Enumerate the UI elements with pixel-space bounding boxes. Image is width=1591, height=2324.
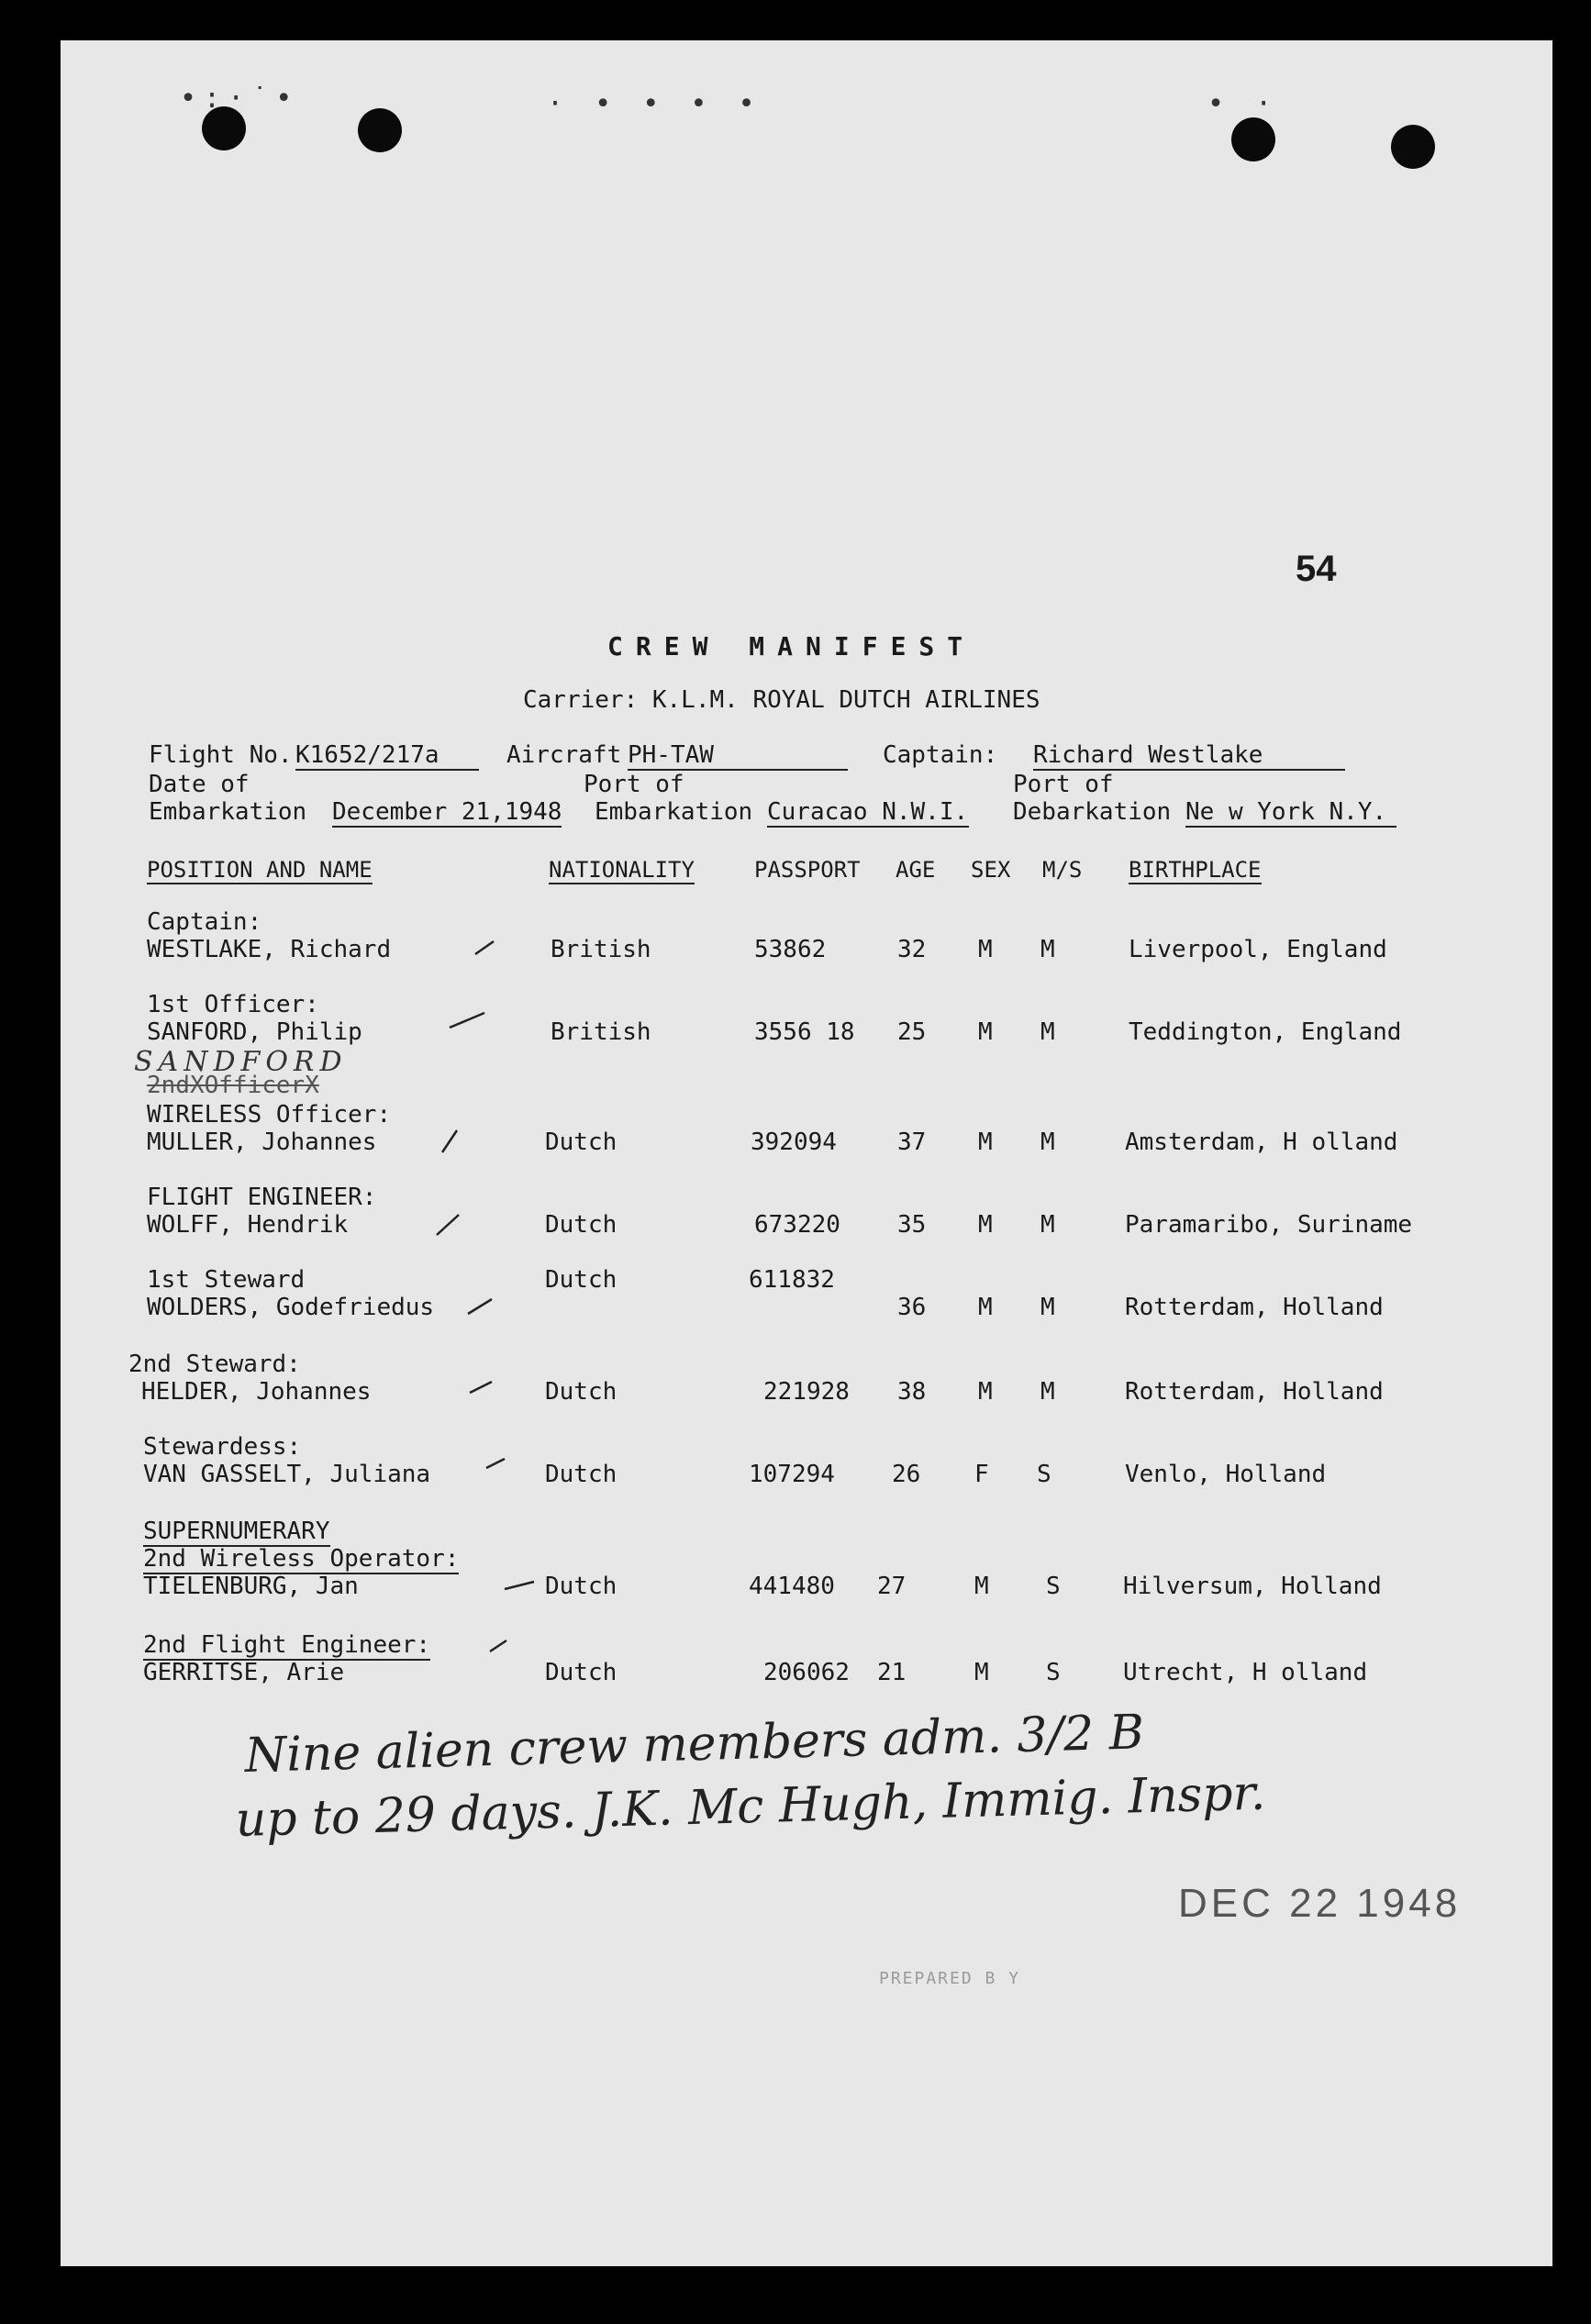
crew-birthplace: Rotterdam, Holland [1125,1378,1384,1406]
crew-nationality: Dutch [545,1659,617,1686]
crew-birthplace: Utrecht, H olland [1123,1659,1368,1686]
crew-nationality: Dutch [545,1378,617,1406]
crew-name: WOLDERS, Godefriedus [147,1294,435,1321]
crew-sex: M [978,1018,993,1046]
carrier-line: Carrier: K.L.M. ROYAL DUTCH AIRLINES [523,686,1040,714]
flight-number-value: K1652/217a [295,741,479,771]
aircraft-value: PH-TAW [628,741,848,771]
crew-birthplace: Paramaribo, Suriname [1125,1211,1413,1239]
struck-out-text: 2ndXOfficerX [147,1072,319,1099]
check-mark [486,1459,505,1468]
flight-number-label: Flight No. [149,741,293,769]
crew-sex: M [978,936,993,963]
crew-ms: S [1046,1659,1061,1686]
crew-ms: M [1040,936,1055,963]
check-mark [470,1382,492,1393]
crew-age: 26 [892,1461,921,1488]
crew-ms: M [1040,1378,1055,1406]
page-title: CREW MANIFEST [607,631,976,662]
crew-birthplace: Venlo, Holland [1125,1461,1327,1488]
crew-sex: M [974,1659,989,1686]
port-debarkation-label-1: Port of [1013,771,1114,798]
check-mark [442,1130,457,1152]
crew-age: 38 [897,1378,927,1406]
crew-name: HELDER, Johannes [141,1378,372,1406]
crew-age: 36 [897,1294,927,1321]
column-header-birthplace: BIRTHPLACE [1129,857,1262,883]
crew-sex: M [974,1573,989,1600]
check-mark [505,1582,534,1589]
port-debarkation-label-2: Debarkation [1013,798,1172,826]
port-debarkation-value: Ne w York N.Y. [1185,798,1396,828]
prepared-by-label: PREPARED B Y [879,1969,1021,1988]
crew-birthplace: Liverpool, England [1129,936,1387,963]
port-embarkation-label-2: Embarkation [595,798,753,826]
crew-position: 2nd Flight Engineer: [143,1631,431,1659]
crew-position: FLIGHT ENGINEER: [147,1184,377,1211]
supernumerary-label: SUPERNUMERARY [143,1518,330,1545]
crew-ms: M [1040,1129,1055,1156]
crew-passport: 3556 18 [754,1018,855,1046]
handwritten-name-correction: SANDFORD [134,1046,348,1078]
speck-marks-center: · • • • • [547,88,762,120]
crew-sex: F [974,1461,989,1488]
column-header-age: AGE [896,857,936,883]
crew-name: VAN GASSELT, Juliana [143,1461,431,1488]
crew-name: SANFORD, Philip [147,1018,362,1046]
crew-birthplace: Teddington, England [1129,1018,1402,1046]
date-label-1: Date of [149,771,250,798]
crew-age: 35 [897,1211,927,1239]
speck-marks-right: • · [1207,88,1280,120]
crew-nationality: British [551,936,651,963]
crew-birthplace: Amsterdam, H olland [1125,1129,1398,1156]
column-header-sex: SEX [971,857,1011,883]
check-mark [450,1013,484,1028]
crew-passport: 53862 [754,936,827,963]
embarkation-date: December 21,1948 [332,798,562,826]
date-label-2: Embarkation [149,798,307,826]
page-number: 54 [1296,549,1337,589]
crew-passport: 611832 [749,1266,835,1294]
crew-birthplace: Rotterdam, Holland [1125,1294,1384,1321]
crew-ms: M [1040,1211,1055,1239]
column-header-passport: PASSPORT [754,857,861,883]
crew-passport: 221928 [763,1378,850,1406]
port-embarkation-label-1: Port of [584,771,684,798]
check-mark-group [437,941,534,1651]
crew-age: 21 [877,1659,907,1686]
crew-position: 2nd Wireless Operator: [143,1545,460,1573]
captain-label: Captain: [883,741,998,769]
crew-position: 1st Steward [147,1266,306,1294]
captain-value: Richard Westlake [1033,741,1345,771]
aircraft-label: Aircraft [506,741,622,769]
crew-position: 2nd Steward: [128,1351,301,1378]
crew-name: TIELENBURG, Jan [143,1573,359,1600]
crew-age: 25 [897,1018,927,1046]
crew-ms: M [1040,1018,1055,1046]
crew-nationality: Dutch [545,1266,617,1294]
port-embarkation-value: Curacao N.W.I. [767,798,969,826]
manifest-page [61,40,1552,2266]
crew-ms: M [1040,1294,1055,1321]
crew-position: 1st Officer: [147,991,319,1018]
speck-marks: •:·˙• [180,83,300,115]
crew-nationality: Dutch [545,1211,617,1239]
crew-sex: M [978,1129,993,1156]
crew-passport: 392094 [751,1129,837,1156]
handwritten-note-line-2: up to 29 days. J.K. Mc Hugh, Immig. Inspr. [235,1765,1266,1848]
crew-sex: M [978,1211,993,1239]
crew-age: 27 [877,1573,907,1600]
crew-age: 37 [897,1129,927,1156]
crew-position: Captain: [147,908,262,936]
crew-name: WESTLAKE, Richard [147,936,392,963]
check-mark [475,941,494,954]
crew-nationality: British [551,1018,651,1046]
column-header-position: POSITION AND NAME [147,857,373,883]
crew-name: GERRITSE, Arie [143,1659,345,1686]
crew-passport: 107294 [749,1461,835,1488]
date-stamp: DEC 22 1948 [1178,1881,1462,1926]
crew-passport: 673220 [754,1211,840,1239]
crew-ms: S [1037,1461,1051,1488]
check-mark [468,1299,492,1314]
check-marks [61,40,1552,2266]
crew-name: MULLER, Johannes [147,1129,377,1156]
crew-nationality: Dutch [545,1573,617,1600]
crew-passport: 206062 [763,1659,850,1686]
crew-position: Stewardess: [143,1433,302,1461]
crew-age: 32 [897,936,927,963]
crew-nationality: Dutch [545,1461,617,1488]
handwritten-note-line-1: Nine alien crew members adm. 3/2 B [244,1705,1145,1784]
crew-name: WOLFF, Hendrik [147,1211,349,1239]
column-header-ms: M/S [1042,857,1083,883]
check-mark [437,1215,459,1235]
crew-position: WIRELESS Officer: [147,1101,392,1129]
crew-sex: M [978,1378,993,1406]
crew-sex: M [978,1294,993,1321]
crew-passport: 441480 [749,1573,835,1600]
crew-birthplace: Hilversum, Holland [1123,1573,1382,1600]
crew-ms: S [1046,1573,1061,1600]
check-mark [490,1640,506,1651]
column-header-nationality: NATIONALITY [549,857,695,883]
crew-nationality: Dutch [545,1129,617,1156]
